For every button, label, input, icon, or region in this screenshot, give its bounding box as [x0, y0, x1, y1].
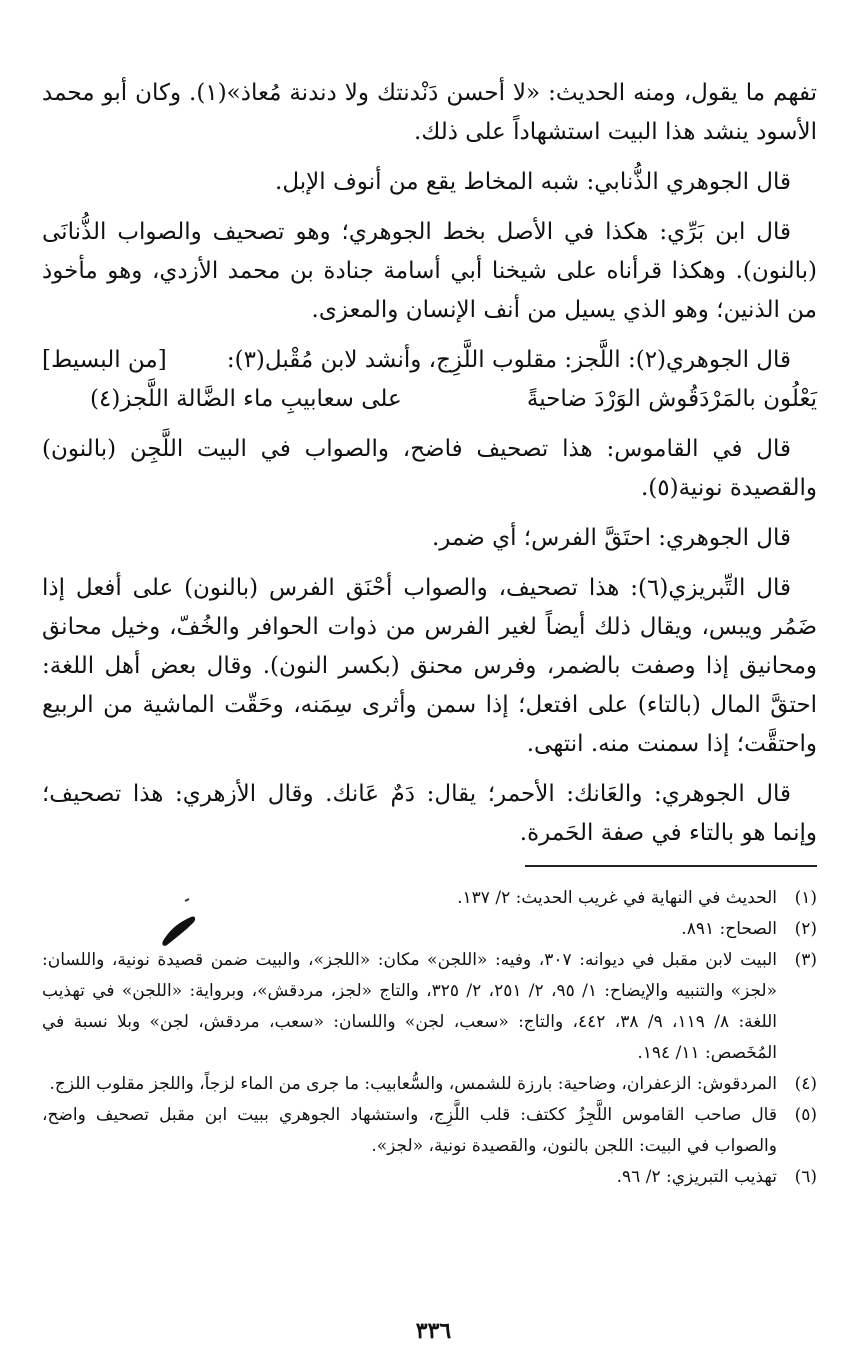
- meter-tag: [من البسيط]: [42, 347, 167, 373]
- paragraph-1: تفهم ما يقول، ومنه الحديث: «لا أحسن دَنْدنتك ولا دندنة مُعاذ»(١). وكان أبو محمد الأسود ينشد هذا البيت استشهاداً على ذلك.: [42, 80, 817, 145]
- paragraph-6: قال الجوهري: احتَقَّ الفرس؛ أي ضمر.: [431, 525, 791, 551]
- footnote-number: (١): [794, 888, 817, 908]
- paragraph-7: قال التِّبريزي(٦): هذا تصحيف، والصواب أحْنَق الفرس (بالنون) على أفعل إذا ضَمُر ويبس، ويقال ذلك أيضاً لغير الفرس من ذوات الحوافر والخُفّ، وخيل محانق ومحانيق إذا وصفت بالضمر، وفرس محنق (بكسر النون). وقال بعض أهل اللغة: احتقَّ المال (بالتاء) على افتعل؛ إذا سمن وأثرى سِمَنه، وحَقّت الماشية من الربيع واحتقَّت؛ إذا سمنت منه. انتهى.: [42, 575, 817, 757]
- footnote-text: قال صاحب القاموس اللَّجِزُ ككتف: قلب اللَّزِج، واستشهاد الجوهري ببيت ابن مقبل تصحيف واضح، والصواب في البيت: اللجن بالنون، والقصيدة نونية، «لجز».: [42, 1105, 777, 1156]
- poem-verse: [42, 380, 817, 419]
- footnote-text: تهذيب التبريزي: ٢/ ٩٦.: [616, 1167, 777, 1187]
- paragraph-3: قال ابن بَرِّي: هكذا في الأصل بخط الجوهري؛ وهو تصحيف والصواب الذُّنانَى (بالنون). وهكذا قرأناه على شيخنا أبي أسامة جنادة بن محمد الأزدي، وهو مأخوذ من الذنين؛ وهو الذي يسيل من أنف الإنسان والمعزى.: [42, 219, 817, 323]
- footnote-item: [42, 1069, 817, 1100]
- footnote-number: (٣): [794, 950, 817, 970]
- footnote-number: (٤): [794, 1074, 817, 1094]
- paragraph-4-text: قال الجوهري(٢): اللَّجز: مقلوب اللَّزِج، وأنشد لابن مُقْبل(٣):: [226, 347, 791, 373]
- paragraph-4: [42, 341, 817, 380]
- footnote-text: الصحاح: ٨٩١.: [681, 919, 777, 939]
- footnote-item: [42, 945, 817, 1069]
- footnote-item: [42, 1100, 817, 1162]
- footnote-text: المردقوش: الزعفران، وضاحية: بارزة للشمس، والسُّعابيب: ما جرى من الماء لزجاً، واللجز مقلوب اللزج.: [49, 1074, 777, 1094]
- paragraph-2: قال الجوهري الذُّنابي: شبه المخاط يقع من أنوف الإبل.: [275, 169, 791, 195]
- footnote-number: (٥): [794, 1105, 817, 1125]
- verse-first-hemistich: يَعْلُون بالمَرْدَقُوش الوَرْدَ ضاحيةً: [526, 386, 817, 412]
- paragraph-5: قال في القاموس: هذا تصحيف فاضح، والصواب في البيت اللَّجِن (بالنون) والقصيدة نونية(٥).: [42, 436, 817, 501]
- paragraph-8: قال الجوهري: والعَانك: الأحمر؛ يقال: دَمٌ عَانك. وقال الأزهري: هذا تصحيف؛ وإنما هو بالتاء في صفة الحَمرة.: [42, 781, 817, 846]
- footnote-number: (٦): [794, 1167, 817, 1187]
- page-number: ٣٣٦: [415, 1318, 452, 1344]
- footnote-text: الحديث في النهاية في غريب الحديث: ٢/ ١٣٧.: [457, 888, 777, 908]
- footnote-text: البيت لابن مقبل في ديوانه: ٣٠٧، وفيه: «اللجن» مكان: «اللجز»، والبيت ضمن قصيدة نونية، واللسان: «لجز» والتنبيه والإيضاح: ١/ ٩٥، ٢/ ٢٥١، ٢/ ٣٢٥، والتاج «لجز، مردقش»، وبرواية: «اللجن» في تهذيب اللغة: ٨/ ١١٩، ٩/ ٣٨، ٤٤٢، والتاج: «سعب، لجن» واللسان: «سعب، مردقش، لجن» وبلا نسبة في المُخَصص: ١١/ ١٩٤.: [42, 950, 778, 1063]
- verse-second-hemistich: على سعابيبِ ماء الضَّالة اللَّجز(٤): [90, 386, 402, 412]
- footnote-separator: [525, 865, 817, 867]
- footnote-number: (٢): [794, 919, 817, 939]
- ink-blot-mark: [155, 897, 203, 949]
- footnote-item: [42, 1162, 817, 1193]
